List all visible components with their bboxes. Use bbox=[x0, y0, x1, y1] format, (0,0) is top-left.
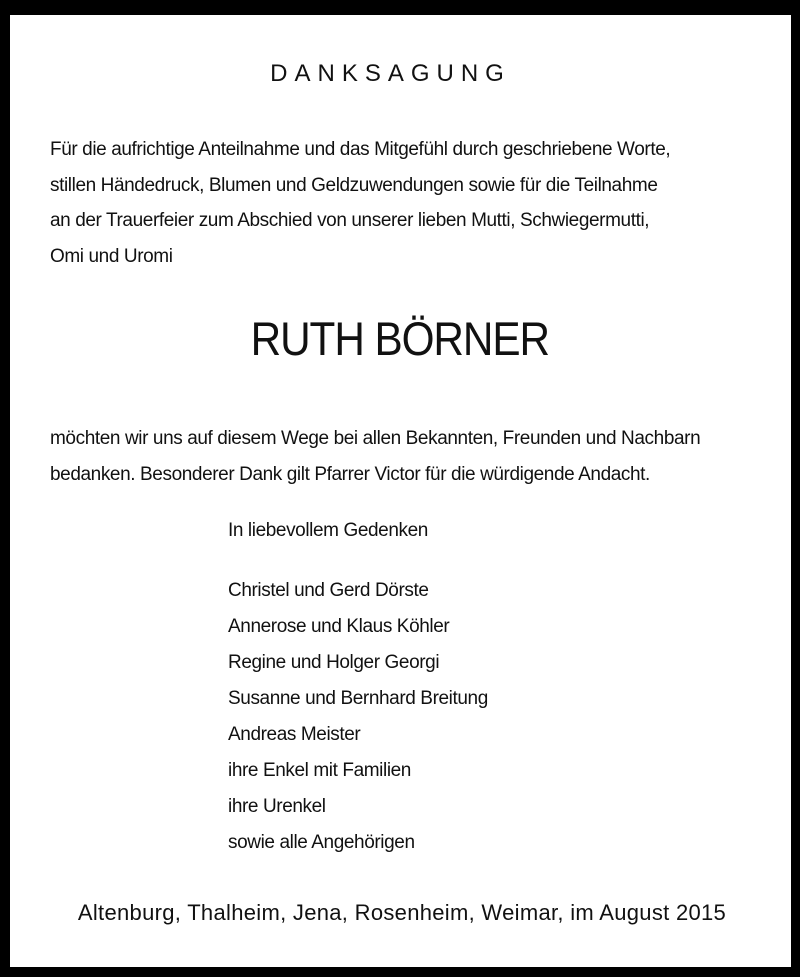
signer-item: sowie alle Angehörigen bbox=[228, 832, 415, 853]
thanks-line: bedanken. Besonderer Dank gilt Pfarrer Victor für die würdigende Andacht. bbox=[50, 463, 650, 485]
thanks-paragraph bbox=[50, 421, 700, 492]
intro-line: Omi und Uromi bbox=[50, 245, 173, 267]
notice-heading: DANKSAGUNG bbox=[270, 60, 511, 87]
signer-item: Annerose und Klaus Köhler bbox=[228, 616, 450, 637]
intro-line: an der Trauerfeier zum Abschied von unserer lieben Mutti, Schwiegermutti, bbox=[50, 210, 650, 231]
signer-item: Christel und Gerd Dörste bbox=[228, 580, 429, 601]
signer-item: ihre Enkel mit Familien bbox=[228, 760, 411, 781]
intro-line: Für die aufrichtige Anteilnahme und das Mitgefühl durch geschriebene Worte, bbox=[50, 139, 671, 160]
remembrance-line: In liebevollem Gedenken bbox=[228, 520, 428, 541]
deceased-name: RUTH BÖRNER bbox=[250, 312, 549, 365]
thanks-line: möchten wir uns auf diesem Wege bei allen Bekannten, Freunden und Nachbarn bbox=[50, 428, 701, 449]
intro-line: stillen Händedruck, Blumen und Geldzuwendungen sowie für die Teilnahme bbox=[50, 174, 658, 196]
signer-item: Regine und Holger Georgi bbox=[228, 652, 440, 673]
signer-item: Susanne und Bernhard Breitung bbox=[228, 688, 488, 709]
signer-item: ihre Urenkel bbox=[228, 796, 326, 817]
signers-list bbox=[228, 573, 488, 861]
intro-paragraph bbox=[50, 132, 670, 274]
signer-item: Andreas Meister bbox=[228, 724, 361, 745]
place-date-line: Altenburg, Thalheim, Jena, Rosenheim, Weimar, im August 2015 bbox=[77, 900, 727, 925]
